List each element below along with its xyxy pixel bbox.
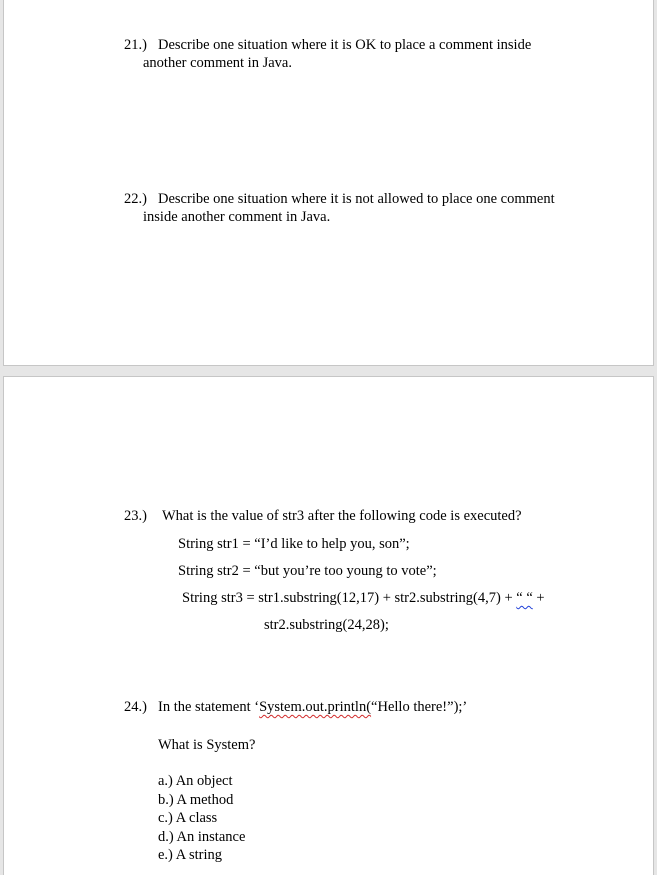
question-number: 21.) [124,37,147,53]
code-segment: + [532,590,545,606]
question-number: 24.) [124,699,147,715]
code-segment: String str3 = str1.substring(12,17) + str2.substring(4,7) + [182,590,517,606]
spelling-flag: System.out.println( [259,699,372,715]
answer-option: e.) A string [158,847,223,863]
document-page-1 [3,0,654,366]
answer-option: b.) A method [158,792,234,808]
grammar-flag: “ “ [516,590,533,606]
question-number: 23.) [124,508,147,524]
question-text-line: another comment in Java. [143,55,292,71]
answer-option: c.) A class [158,810,218,826]
document-page-2 [3,376,654,875]
answer-option: a.) An object [158,773,233,789]
sub-question: What is System? [158,737,256,753]
code-line: String str1 = “I’d like to help you, son”; [178,536,410,552]
code-line [182,590,545,607]
code-line: str2.substring(24,28); [264,617,389,633]
question-text-line: What is the value of str3 after the following code is executed? [162,508,522,524]
question-text-line: Describe one situation where it is OK to place a comment inside [158,37,532,53]
code-line: String str2 = “but you’re too young to vote”; [178,563,437,579]
text-segment: “Hello there!”);’ [371,699,468,715]
text-segment: In the statement ‘ [158,699,260,715]
question-number: 22.) [124,191,147,207]
question-text-line [158,699,467,716]
answer-option: d.) An instance [158,829,246,845]
question-text-line: inside another comment in Java. [143,209,331,225]
question-text-line: Describe one situation where it is not allowed to place one comment [158,191,555,207]
